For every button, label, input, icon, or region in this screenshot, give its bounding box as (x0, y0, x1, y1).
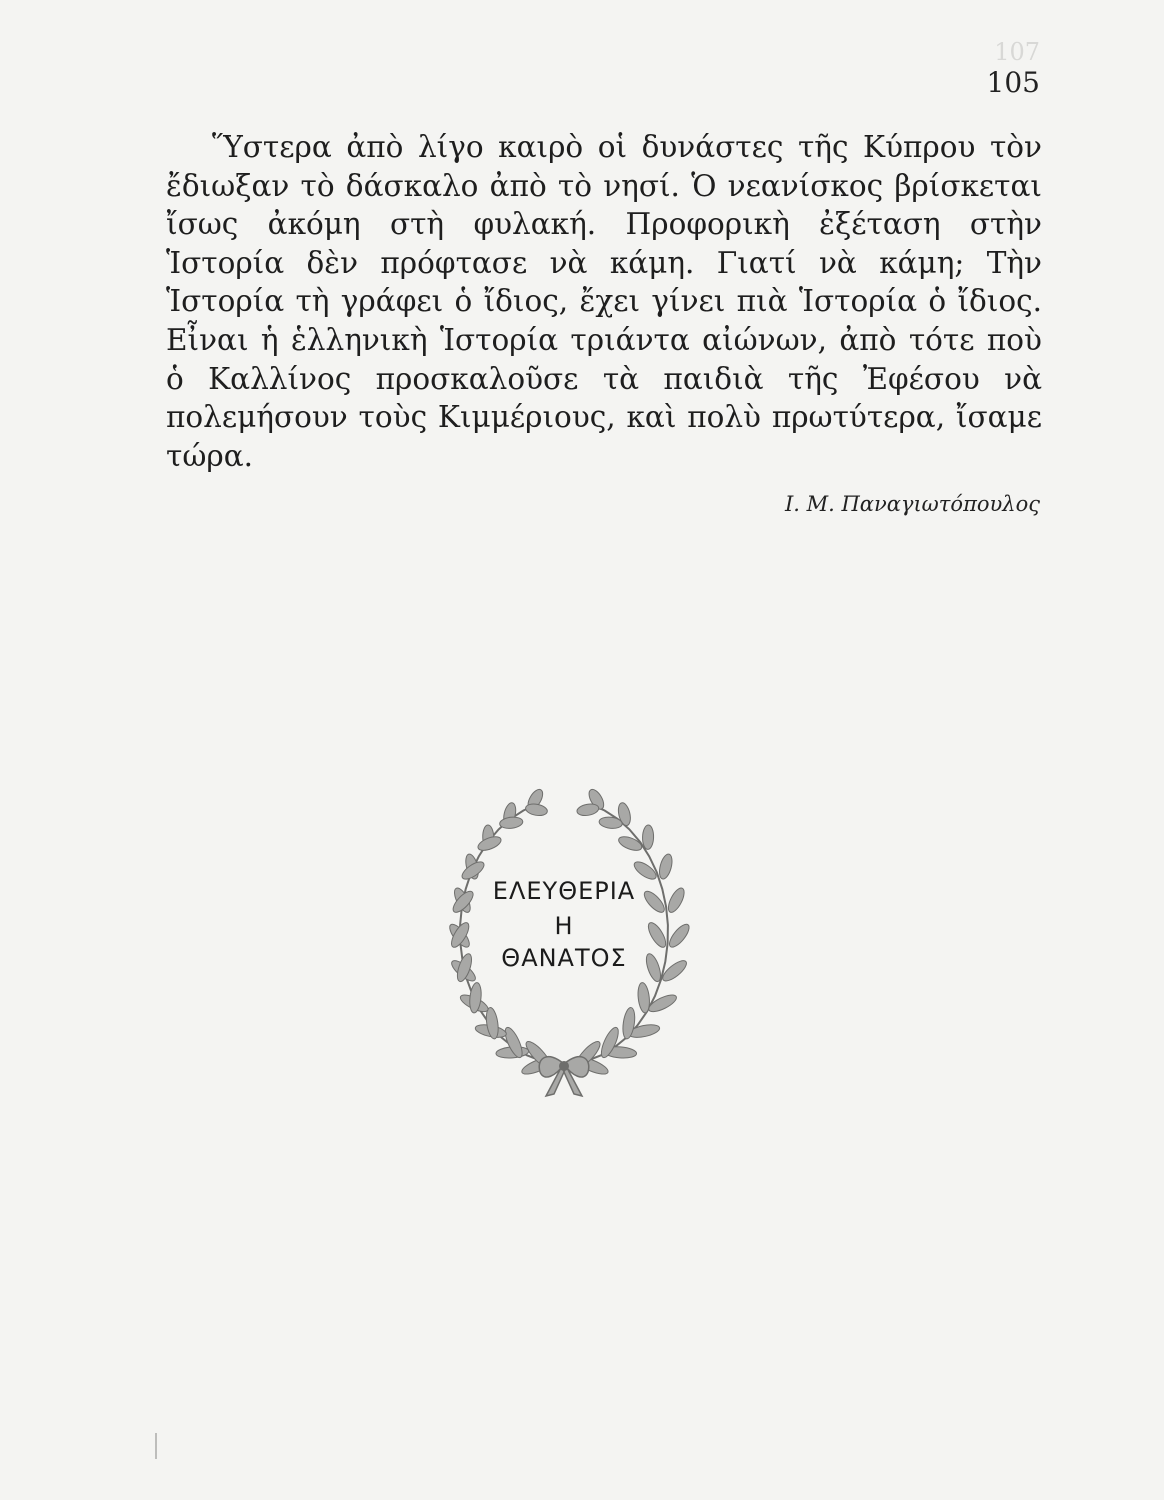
wreath-leaf (576, 802, 600, 817)
emblem-word-or: Η (554, 912, 574, 940)
article-paragraph: Ὕστερα ἀπὸ λίγο καιρὸ οἱ δυνάστες τῆς Κύπρου τὸν ἔδιωξαν τὸ δάσκαλο ἀπὸ τὸ νησί. Ὁ νεανίσκος βρίσκεται ἴσως ἀκόμη στὴ φυλακή. Προφορικὴ ἐξέταση στὴν Ἱστορία δὲν πρόφτασε νὰ κάμη. Γιατί νὰ κάμη; Τὴν Ἱστορία τὴ γράφει ὁ ἴδιος, ἔχει γίνει πιὰ Ἱστορία ὁ ἴδιος. Εἶναι ἡ ἑλληνικὴ Ἱστορία τριάντα αἰώνων, ἀπὸ τότε ποὺ ὁ Καλλίνος προσκαλοῦσε τὰ παιδιὰ τῆς Ἐφέσου νὰ πολεμήσουν τοὺς Κιμμέριους, καὶ πολὺ πρωτύτερα, ἴσαμε τώρα. (166, 130, 1042, 473)
author-signature: Ι. Μ. Παναγιωτόπουλος (784, 492, 1040, 516)
wreath-leaf (499, 816, 523, 830)
laurel-wreath-icon (436, 782, 692, 1100)
wreath-leaf (642, 825, 654, 850)
wreath-leaf (637, 982, 651, 1013)
wreath-knot (559, 1061, 569, 1071)
page-number: 105 (986, 66, 1040, 99)
emblem-word-freedom: ΕΛΕΥΘΕΡΙΑ (492, 877, 636, 905)
bleed-through-page-number: 107 (994, 38, 1040, 66)
margin-mark (155, 1433, 157, 1459)
wreath-leaf (599, 816, 623, 830)
wreath-leaf (617, 834, 644, 853)
laurel-wreath-emblem (436, 782, 692, 1100)
wreath-leaf (525, 802, 549, 817)
emblem-word-death: ΘΑΝΑΤΟΣ (501, 944, 627, 972)
